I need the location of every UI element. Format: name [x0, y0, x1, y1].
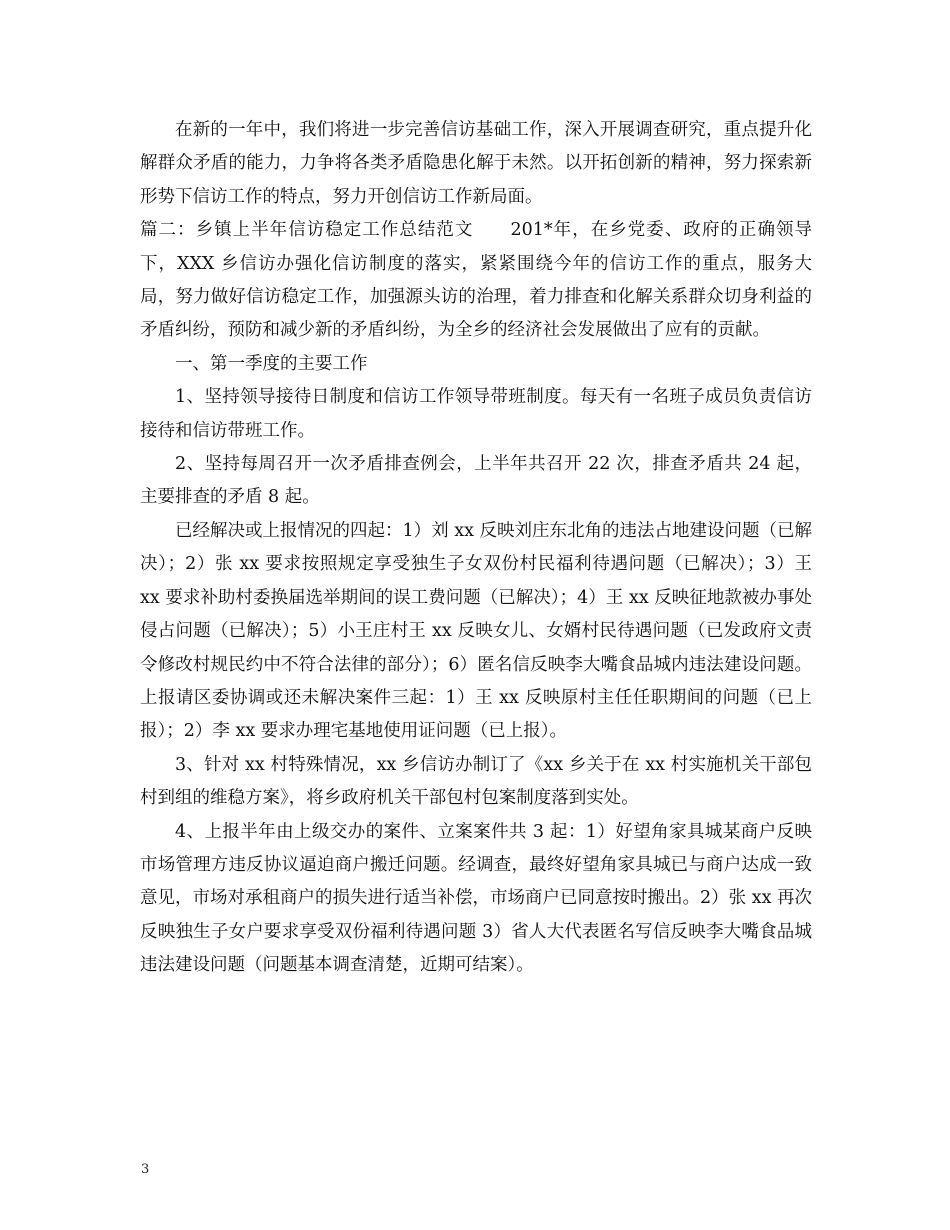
paragraph-item-3: 3、针对 xx 村特殊情况，xx 乡信访办制订了《xx 乡关于在 xx 村实施机关干部包村到组的维稳方案》，将乡政府机关干部包村包案制度落到实处。	[140, 754, 812, 809]
section-heading-first-quarter: 一、第一季度的主要工作	[175, 353, 368, 374]
paragraph-section-two-title: 篇二：乡镇上半年信访稳定工作总结范文 201*年，在乡党委、政府的正确领导下，XXX 乡信访办强化信访制度的落实，紧紧围绕今年的信访工作的重点，服务大局，努力做好信访稳定工作，加强源头访的治理，着力排查和化解关系群众切身利益的矛盾纠纷，预防和减少新的矛盾纠纷，为全乡的经济社会发展做出了应有的贡献。	[140, 220, 812, 341]
paragraph-item-1: 1、坚持领导接待日制度和信访工作领导带班制度。每天有一名班子成员负责信访接待和信访带班工作。	[140, 387, 812, 441]
document-body	[140, 114, 812, 983]
paragraph-item-4: 4、上报半年由上级交办的案件、立案案件共 3 起：1）好望角家具城某商户反映市场管理方违反协议逼迫商户搬迁问题。经调查，最终好望角家具城已与商户达成一致意见，市场对承租商户的损失进行适当补偿，市场商户已同意按时搬出。2）张 xx 再次反映独生子女户要求享受双份福利待遇问题 3）省人大代表匿名写信反映李大嘴食品城违法建设问题（问题基本调查清楚，近期可结案）。	[140, 821, 812, 976]
page-number: 3	[141, 1162, 150, 1177]
paragraph-item-2: 2、坚持每周召开一次矛盾排查例会，上半年共召开 22 次，排查矛盾共 24 起，主要排查的矛盾 8 起。	[140, 454, 812, 508]
paragraph-resolved-cases: 已经解决或上报情况的四起：1）刘 xx 反映刘庄东北角的违法占地建设问题（已解决）；2）张 xx 要求按照规定享受独生子女双份村民福利待遇问题（已解决）；3）王 xx 要求补助村委换届选举期间的误工费问题（已解决）；4）王 xx 反映征地款被办事处侵占问题（已解决）；5）小王庄村王 xx 反映女儿、女婿村民待遇问题（已发政府文责令修改村规民约中不符合法律的部分）；6）匿名信反映李大嘴食品城内违法建设问题。 上报请区委协调或还未解决案件三起：1）王 xx 反映原村主任任职期间的问题（已上报）；2）李 xx 要求办理宅基地使用证问题（已上报）。	[140, 520, 812, 742]
paragraph-intro: 在新的一年中，我们将进一步完善信访基础工作，深入开展调查研究，重点提升化解群众矛盾的能力，力争将各类矛盾隐患化解于未然。以开拓创新的精神，努力探索新形势下信访工作的特点，努力开创信访工作新局面。	[140, 120, 812, 207]
